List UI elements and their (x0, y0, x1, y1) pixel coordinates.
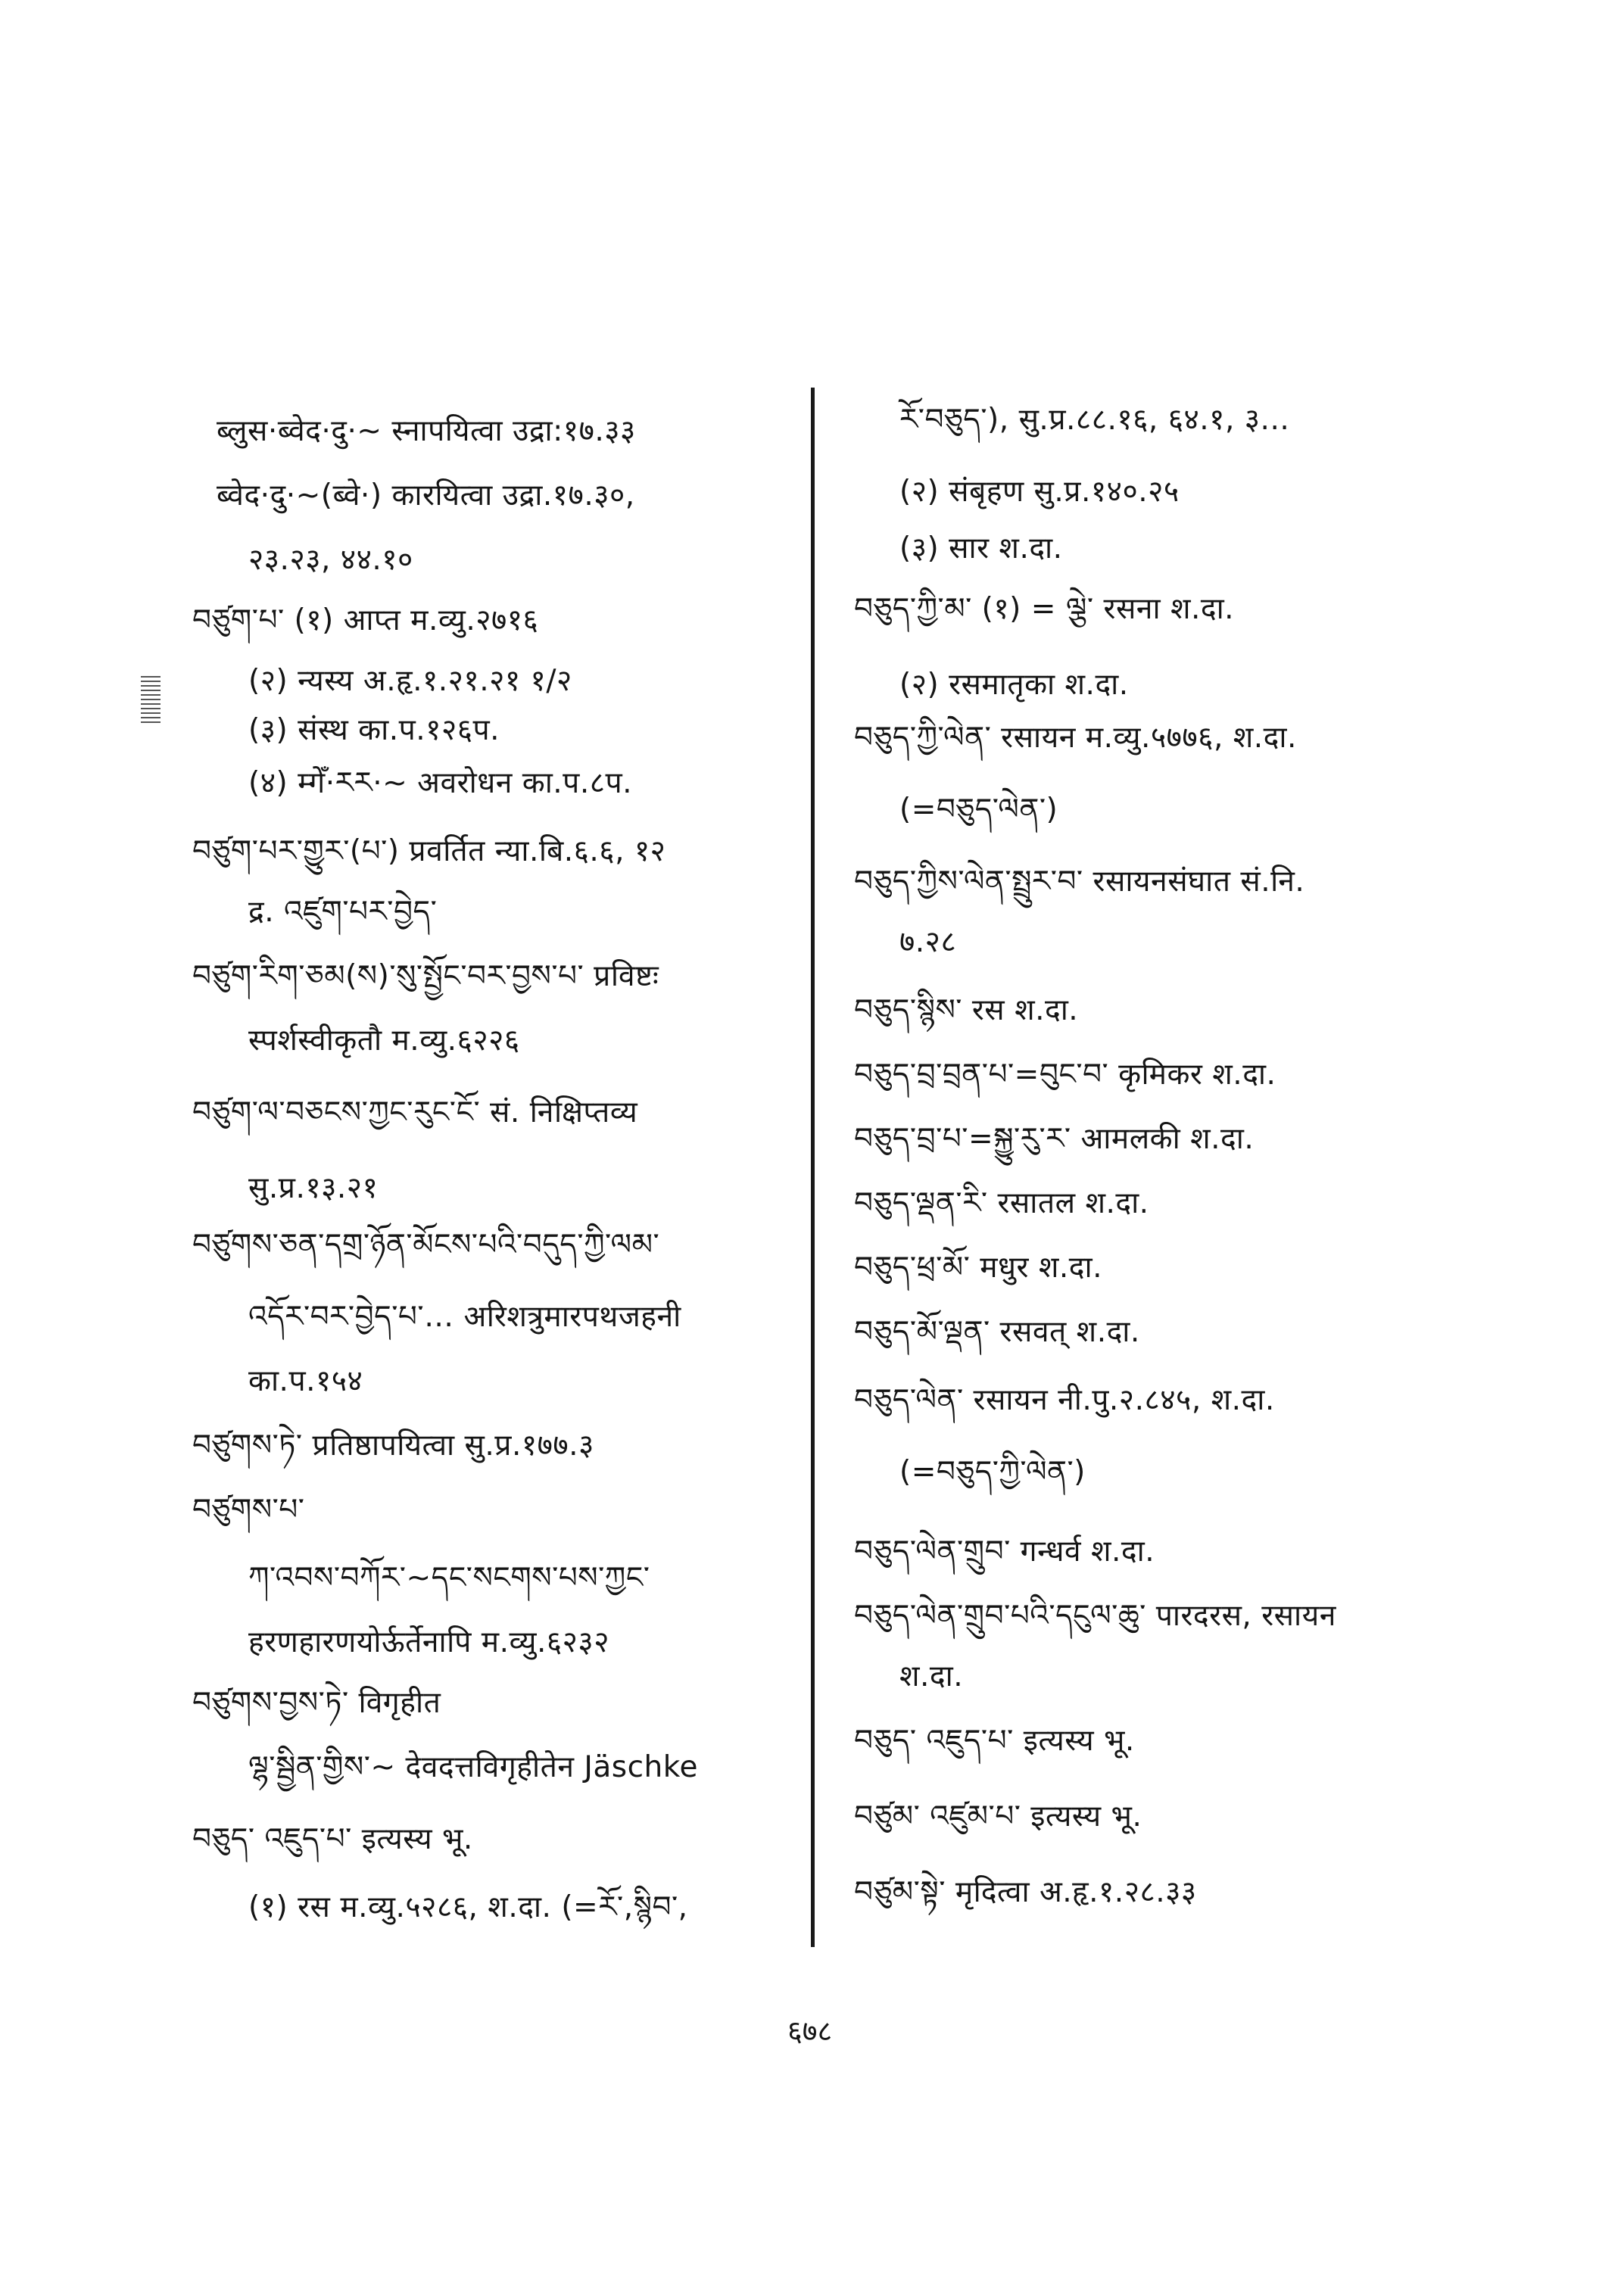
entry-line: བཙུགས་ཏེ་ प्रतिष्ठापयित्वा सु.प्र.१७७.३ (192, 1428, 594, 1463)
entry-line: བཙུག་ལ་བཅངས་ཀྱང་རུང་ངོ་ सं. निक्षिप्तव्य (192, 1095, 638, 1129)
entry-line: བཅུད་ཀྱིས་ལེན་སྤྲུར་བ་ रसायनसंघात सं.नि. (854, 865, 1305, 899)
entry-line: हरणहारणयोर्ऊर्तेनापि म.व्यु.६२३२ (248, 1625, 609, 1659)
entry-line: བཙུག་པར་གྱུར་(པ་) प्रवर्तित न्या.बि.६.६, १२ (192, 834, 666, 868)
entry-line: བཙུགས་པ་ (192, 1493, 305, 1527)
entry-line: (१) रस म.व्यु.५२८६, श.दा. (=རོ་,སྙིབ་, (248, 1890, 688, 1924)
entry-line: བཙུམ་སྟེ་ मृदित्वा अ.हृ.१.२८.३३ (854, 1875, 1197, 1909)
entry-line: श.दा. (899, 1659, 964, 1693)
entry-line: བཅུད་ འཇུད་པ་ इत्यस्य भू. (192, 1822, 473, 1856)
page-number: ६७८ (787, 2014, 833, 2048)
margin-mark (141, 676, 161, 726)
entry-line: (२) रसमातृका श.दा. (899, 668, 1129, 702)
entry-line: བཅུད་ཕྲ་མོ་ मधुर श.दा. (854, 1251, 1103, 1285)
entry-line: བཅུད་ལྡན་རི་ रसातल श.दा. (854, 1186, 1149, 1220)
entry-line: བཙུགས་བྱས་ཏེ་ विगृहीत (192, 1686, 441, 1720)
entry-line: བཅུད་ འཇུད་པ་ इत्यस्य भू. (854, 1724, 1135, 1758)
entry-line: ब्लुस·ब्वेद·दु·~ स्नापयित्वा उद्रा:१७.३३ (217, 414, 636, 448)
entry-line: ཀ་འབས་བཀོར་~དང་སངགས་པས་ཀྱང་ (248, 1561, 650, 1595)
entry-line: (२) संबृहण सु.प्र.१४०.२५ (899, 475, 1180, 509)
entry-line: ལྷ་སྦྱིན་གྱིས་~ देवदत्तविगृहीतेन Jäschke (248, 1750, 698, 1784)
entry-line: འདོར་བར་བྱེད་པ་… अरिशत्रुमारपथजहनी (248, 1300, 681, 1334)
entry-line: का.प.१५४ (248, 1364, 363, 1398)
entry-line: सु.प्र.१३.२१ (248, 1171, 379, 1205)
entry-line: (=བཅུད་ལེན་) (899, 793, 1058, 827)
entry-line: རོ་བཅུད་), सु.प्र.८८.१६, ६४.१, ३... (899, 403, 1290, 437)
entry-line: བཅུད་ལེན་ रसायन नी.पु.२.८४५, श.दा. (854, 1383, 1275, 1417)
entry-line: བཙུམ་ འཛུམ་པ་ इत्यस्य भू. (854, 1799, 1142, 1833)
entry-line: ब्वेद·दु·~(ब्वे·) कारयित्वा उद्रा.१७.३०, (217, 478, 635, 512)
entry-line: བཅུད་བྲ་བྲན་པ་=བུང་བ་ कृमिकर श.दा. (854, 1058, 1276, 1092)
entry-line: བཅུད་ཀྱི་ལེན་ रसायन म.व्यु.५७७६, श.दा. (854, 721, 1297, 755)
entry-line: བཅུད་བྲ་པ་=སྐྱུ་རུ་ར་ आमलकी श.दा. (854, 1122, 1255, 1156)
entry-line: द्र. འཛུག་པར་བྱེད་ (248, 895, 438, 929)
entry-line: (३) सार श.दा. (899, 531, 1063, 565)
column-divider (811, 388, 815, 1947)
entry-line: २३.२३, ४४.१० (248, 543, 413, 577)
entry-line: (=བཅུད་ཀྱི་ལེན་) (899, 1455, 1086, 1489)
entry-line: བཅུད་སྙིས་ रस श.दा. (854, 993, 1079, 1027)
entry-line: (४) म्गेँ·རར·~ अवरोधन का.प.८प. (248, 766, 633, 800)
entry-line: བཙུག་པ་ (१) आप्त म.व्यु.२७१६ (192, 603, 539, 637)
entry-line: བཙུག་རིག་ཅམ(ས)་སུ་སྤྱོང་བར་བྱས་པ་ प्रविष्टः (192, 959, 659, 993)
entry-line: (३) संस्थ का.प.१२६प. (248, 713, 500, 747)
entry-line: (२) न्यस्य अ.हृ.१.२१.२१ १/२ (248, 664, 572, 698)
entry-line: ७.२८ (899, 925, 957, 959)
entry-line: བཅུད་མོ་ལྡན་ रसवत् श.दा. (854, 1315, 1140, 1349)
entry-line: བཅུད་ལེན་གྲུབ་པའི་དངུལ་ཆུ་ पारदरस, रसायन (854, 1599, 1336, 1633)
entry-line: བཅུད་ཀྱི་མ་ (१) = ལྕེ་ रसना श.दा. (854, 592, 1235, 626)
entry-line: स्पर्शस्वीकृतौ म.व्यु.६२२६ (248, 1023, 520, 1058)
entry-line: བཙུགས་ཅན་དགྲ་ཉོན་མོངས་པའི་བདུད་ཀྱི་ལམ་ (192, 1228, 660, 1262)
entry-line: བཅུད་ལེན་གྲུབ་ गन्धर्व श.दा. (854, 1534, 1155, 1569)
